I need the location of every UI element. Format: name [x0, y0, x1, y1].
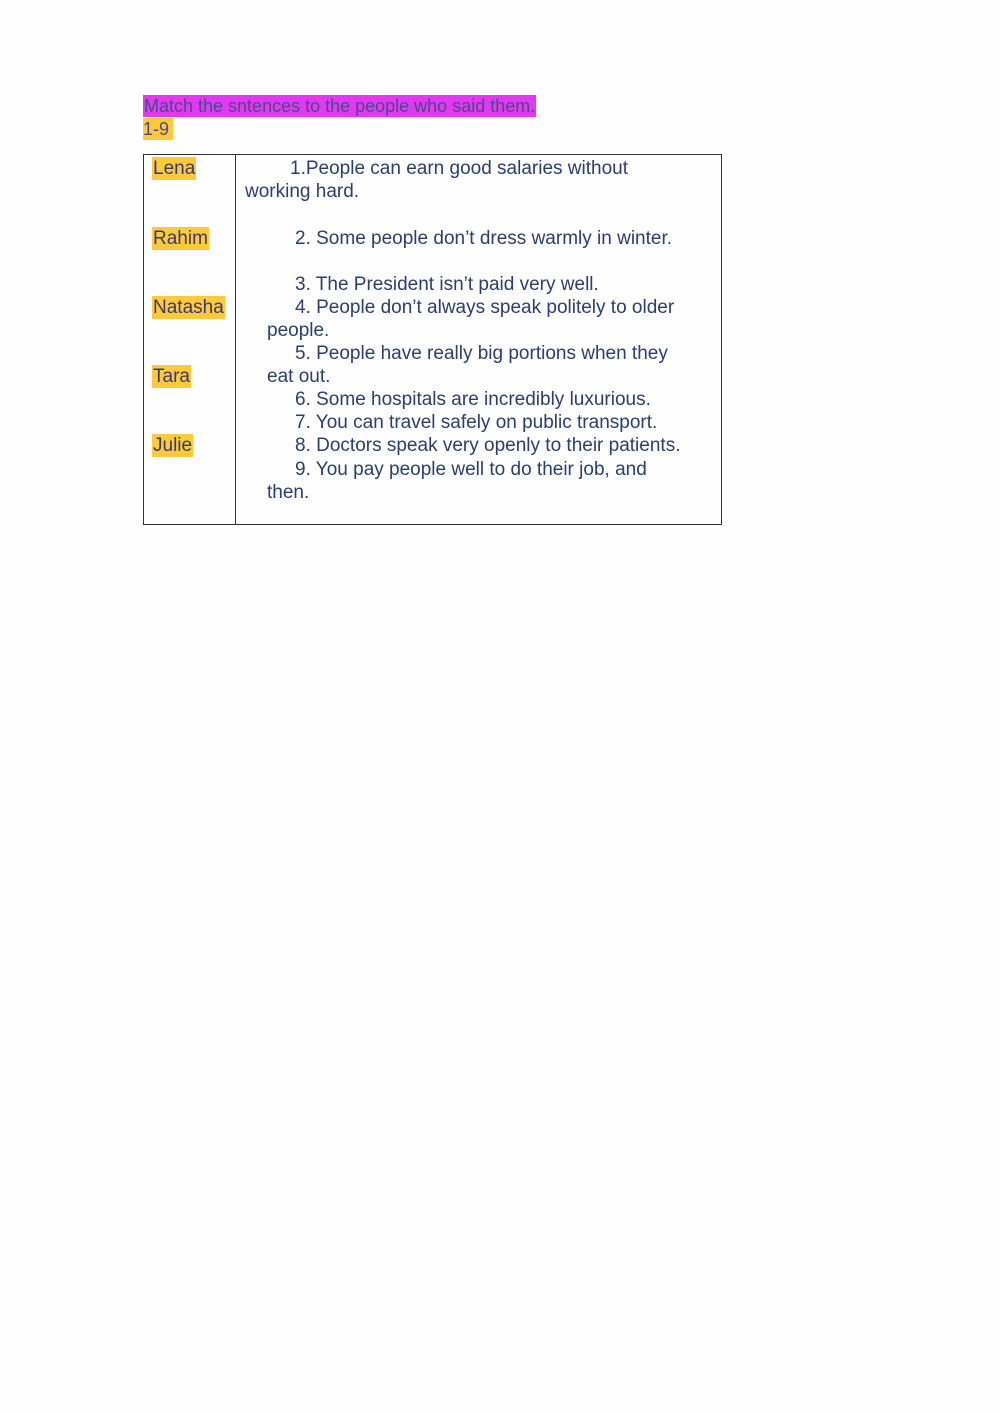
sentence-9-line-2: then.	[267, 482, 310, 503]
name-rahim: Rahim	[153, 228, 208, 249]
matching-table	[143, 154, 722, 525]
sentence-4-line-2: people.	[267, 320, 330, 341]
sentence-6: 6. Some hospitals are incredibly luxurious.	[295, 389, 651, 410]
sentence-4-line-1: 4. People don’t always speak politely to older	[295, 297, 675, 318]
sentence-2: 2. Some people don’t dress warmly in winter.	[295, 228, 673, 249]
sentence-8: 8. Doctors speak very openly to their patients.	[295, 435, 681, 456]
sentence-7: 7. You can travel safely on public transport.	[295, 412, 658, 433]
names-column	[144, 155, 236, 524]
instruction-text: Match the sntences to the people who said them.	[144, 96, 536, 116]
sentences-column	[236, 155, 721, 524]
name-tara: Tara	[153, 366, 190, 387]
name-natasha: Natasha	[153, 297, 224, 318]
sentence-3: 3. The President isn’t paid very well.	[295, 274, 599, 295]
sentence-5-line-2: eat out.	[267, 366, 331, 387]
sentence-9-line-1: 9. You pay people well to do their job, and	[295, 459, 647, 480]
sentence-1-line-2: working hard.	[245, 181, 360, 202]
sentence-5-line-1: 5. People have really big portions when they	[295, 343, 668, 364]
name-lena: Lena	[153, 158, 196, 179]
range-label: 1-9	[143, 118, 173, 140]
name-julie: Julie	[153, 435, 193, 456]
sentence-1-line-1: 1.People can earn good salaries without	[290, 158, 629, 179]
